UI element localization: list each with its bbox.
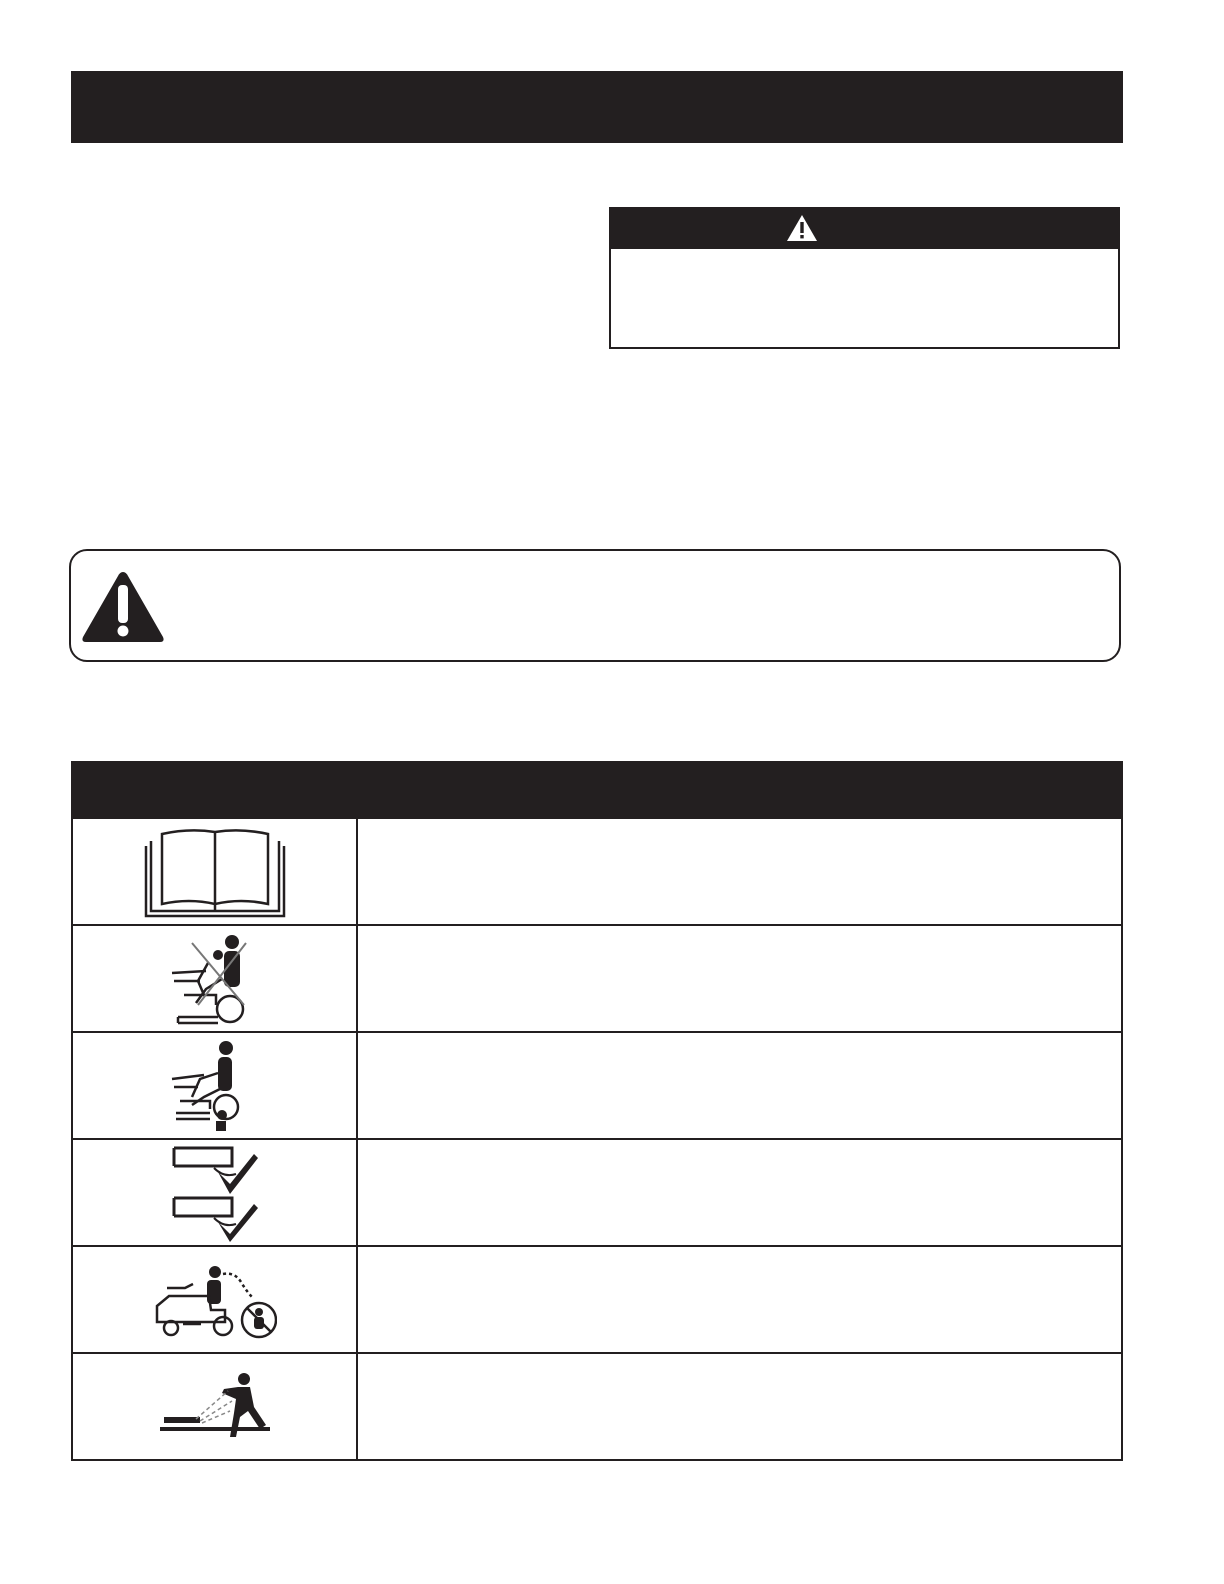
warning-box-header	[611, 209, 1118, 249]
no-passengers-icon	[170, 933, 260, 1025]
section-header-bar	[71, 71, 1123, 143]
table-row	[73, 817, 1121, 924]
table-row	[73, 1031, 1121, 1138]
no-children-icon	[170, 1039, 260, 1133]
thrown-objects-icon	[158, 1371, 272, 1443]
table-row	[73, 1352, 1121, 1459]
read-manual-icon	[144, 826, 286, 918]
symbol-table	[71, 761, 1123, 1461]
safety-alert-icon	[80, 569, 166, 645]
look-behind-icon	[153, 1260, 277, 1340]
symbol-table-header	[73, 763, 1121, 817]
blade-hazard-icon	[170, 1144, 260, 1242]
warning-triangle-icon	[786, 214, 818, 242]
table-row	[73, 924, 1121, 1031]
table-row	[73, 1245, 1121, 1352]
safety-alert-box	[69, 549, 1121, 662]
warning-box	[609, 207, 1120, 349]
table-row	[73, 1138, 1121, 1245]
